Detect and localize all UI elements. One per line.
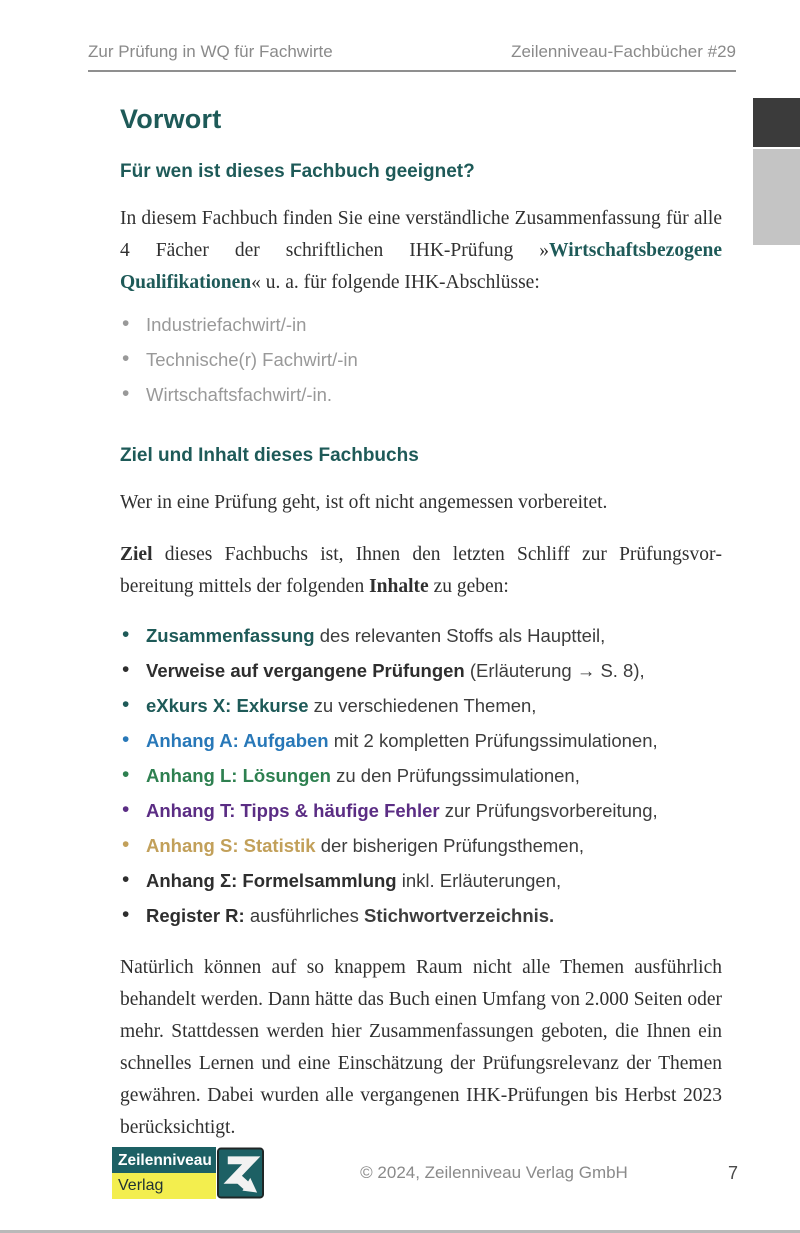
p2-mid: dieses Fachbuchs ist, Ihnen den letzten Schliff zur Prüfungsvorbereitung mittels der folgenden: [120, 544, 722, 597]
item-rest: des relevanten Stoffs als Hauptteil,: [314, 625, 606, 646]
item-rest: zu verschiedenen Themen,: [308, 695, 537, 716]
list-item: • Industriefachwirt/-in: [120, 315, 722, 335]
publisher-logo: [112, 1147, 264, 1199]
z-arrow-logo-icon: [217, 1147, 264, 1199]
bold-inhalte: Inhalte: [369, 576, 429, 597]
list-item: [120, 835, 722, 856]
list-item: [120, 800, 722, 821]
contents-paragraph-1: Wer in eine Prüfung geht, ist oft nicht angemessen vorbereitet.: [120, 492, 608, 513]
page-content: [120, 104, 722, 1144]
running-head-left: Zur Prüfung in WQ für Fachwirte: [88, 42, 333, 61]
item-rest: zur Prüfungsvorbereitung,: [439, 800, 658, 821]
item-rest: (Erläuterung → S. 8),: [464, 660, 645, 681]
page-number: 7: [727, 1162, 738, 1183]
item-rest: mit 2 kompletten Prüfungssimulationen,: [328, 730, 658, 751]
list-item: [120, 730, 722, 751]
list-item: • Wirtschaftsfachwirt/-in.: [120, 385, 722, 405]
item-label: Verweise auf vergangene Prüfungen: [146, 660, 465, 681]
page-title: Vorwort: [120, 104, 222, 134]
publisher-logo-text: [112, 1147, 216, 1199]
intro-text-pre: In diesem Fachbuch finden Sie eine verständliche Zusammenfassung für alle 4 Fächer der schriftlichen IHK-Prüfung »: [120, 208, 722, 261]
item-rest: ausführliches: [244, 905, 364, 926]
list-item: • Technische(r) Fachwirt/-in: [120, 350, 722, 370]
logo-line-1: Zeilenniveau: [112, 1147, 216, 1173]
closing-paragraph: Natürlich können auf so knappem Raum nicht alle Themen ausführlich behandelt werden. Dann hätte das Buch einen Umfang von 2.000 Seiten oder mehr. Stattdessen werden hier Zusammenfassungen geboten, die Ihnen ein schnelles Lernen und eine Einschätzung der Prüfungsrelevanz der Themen gewähren. Dabei wurden alle vergangenen IHK-Prüfungen bis Herbst 2023 berücksichtigt.: [120, 957, 722, 1138]
list-item: [120, 625, 722, 646]
item-rest: zu den Prüfungssimulationen,: [330, 765, 580, 786]
contents-list: [120, 625, 722, 926]
running-head-right: Zeilenniveau-Fachbücher #29: [511, 42, 736, 61]
intro-highlight: Wirtschaftsbezogene Qualifikationen: [120, 240, 722, 293]
item-label: Anhang Σ: Formelsammlung: [146, 870, 397, 891]
list-item: [120, 660, 722, 681]
contents-heading: Ziel und Inhalt dieses Fachbuchs: [120, 445, 419, 466]
running-head: [88, 42, 736, 72]
bold-ziel: Ziel: [120, 544, 153, 565]
audience-heading: Für wen ist dieses Fachbuch geeignet?: [120, 161, 475, 182]
item-label: Anhang S: Statistik: [146, 835, 316, 856]
list-item: [120, 695, 722, 716]
item-rest: der bisherigen Prüfungsthemen,: [315, 835, 585, 856]
list-item: [120, 765, 722, 786]
audience-intro-paragraph: [120, 203, 722, 299]
item-label: Anhang L: Lösungen: [146, 765, 331, 786]
intro-text-post: « u. a. für folgende IHK-Abschlüsse:: [251, 272, 540, 293]
item-label: eXkurs X: Exkurse: [146, 695, 309, 716]
list-item: [120, 870, 722, 891]
item-tail: Stichwortverzeichnis.: [364, 905, 555, 926]
page-footer: [112, 1147, 738, 1199]
logo-line-2: Verlag: [112, 1173, 216, 1199]
chapter-tab-inactive: [753, 149, 800, 245]
contents-paragraph-2: [120, 539, 722, 603]
item-label: Anhang A: Aufgaben: [146, 730, 329, 751]
list-item: [120, 905, 722, 926]
item-label: Register R:: [146, 905, 245, 926]
item-label: Zusammenfassung: [146, 625, 315, 646]
p2-end: zu geben:: [428, 576, 509, 597]
chapter-tab-active: [753, 98, 800, 147]
degree-list: [120, 315, 722, 405]
item-rest: inkl. Erläuterungen,: [396, 870, 562, 891]
copyright-text: © 2024, Zeilenniveau Verlag GmbH: [360, 1163, 628, 1182]
item-label: Anhang T: Tipps & häufige Fehler: [146, 800, 440, 821]
